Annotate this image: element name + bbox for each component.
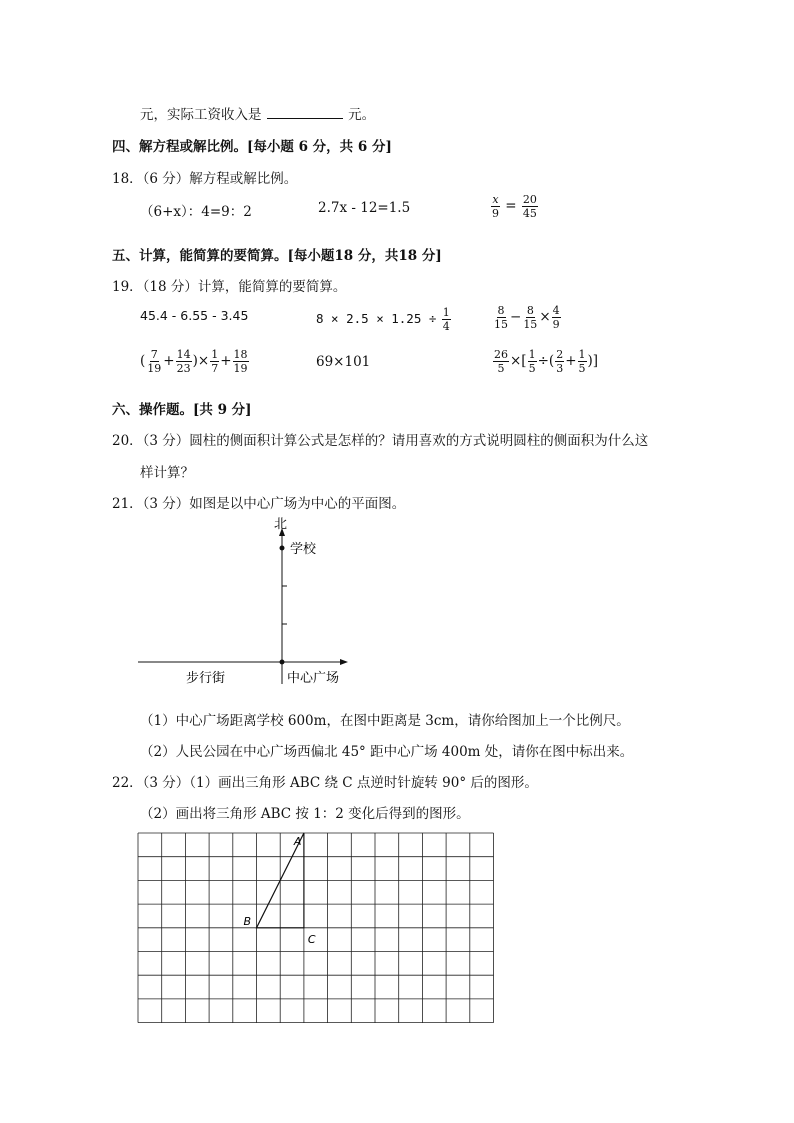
school-point (280, 546, 285, 551)
q17-tail: 元，实际工资收入是 元。 (140, 107, 376, 123)
grid-lines (138, 833, 494, 1023)
q18-eq3: $\frac{x}{9}$ = $\frac{20}{45}$ (492, 193, 537, 220)
north-label: 北 (274, 517, 288, 532)
section-4-title: 四、解方程或解比例。[每小题 6 分，共 6 分] (112, 139, 392, 155)
q22-sub2: （2）画出将三角形 ABC 按 1：2 变化后得到的图形。 (140, 806, 470, 822)
q21-sub1: （1）中心广场距离学校 600m，在图中距离是 3cm，请你给图加上一个比例尺。 (140, 713, 630, 729)
section-5-title: 五、计算，能简算的要简算。[每小题18 分，共18 分] (112, 248, 442, 264)
q20-line1: 20．（3 分）圆柱的侧面积计算公式是怎样的？请用喜欢的方式说明圆柱的侧面积为什么这 (112, 433, 649, 449)
answer-blank[interactable] (267, 106, 343, 119)
q18-eq2: 2.7x - 12=1.5 (318, 200, 411, 216)
east-arrow-icon (340, 659, 348, 665)
center-plaza-map (130, 512, 360, 692)
q22-stem: 22．（3 分）（1）画出三角形 ABC 绕 C 点逆时针旋转 90° 后的图形。 (112, 775, 538, 791)
q19-e3: $\frac{8}{15}$ − $\frac{8}{15}$ × $\frac{4}{9}$ (494, 304, 560, 331)
q18-stem: 18．（6 分）解方程或解比例。 (112, 171, 298, 187)
street-label: 步行街 (186, 671, 226, 686)
q21-stem: 21．（3 分）如图是以中心广场为中心的平面图。 (112, 496, 406, 512)
school-label: 学校 (290, 542, 317, 557)
vertex-c-label: C (307, 932, 316, 946)
q19-e2: 8 × 2.5 × 1.25 ÷ $\frac{1}{4}$ (316, 306, 450, 333)
q20-line2: 样计算？ (140, 465, 194, 481)
center-label: 中心广场 (287, 671, 340, 686)
q21-sub2: （2）人民公园在中心广场西偏北 45° 距中心广场 400m 处，请你在图中标出来。 (140, 744, 634, 760)
q19-e5: 69×101 (316, 354, 371, 370)
vertex-b-label: B (243, 914, 252, 928)
center-point (280, 660, 285, 665)
q19-e6: $\frac{26}{5}$ ×[ $\frac{1}{5}$ ÷( $\frac{2}{3}$ + $\frac{1}{5}$ )] (494, 348, 599, 375)
triangle-grid (130, 825, 510, 1035)
q18-eq1: （6+x）：4=9：2 (140, 204, 252, 220)
section-6-title: 六、操作题。[共 9 分] (112, 402, 252, 418)
q19-stem: 19．（18 分）计算，能简算的要简算。 (112, 279, 347, 295)
q19-e1: 45.4 - 6.55 - 3.45 (140, 308, 249, 323)
q19-e4: ( $\frac{7}{19}$ + $\frac{14}{23}$ )× $\frac{1}{7}$ + $\frac{18}{19}$ (140, 348, 248, 375)
vertex-a-label: A (293, 835, 302, 848)
